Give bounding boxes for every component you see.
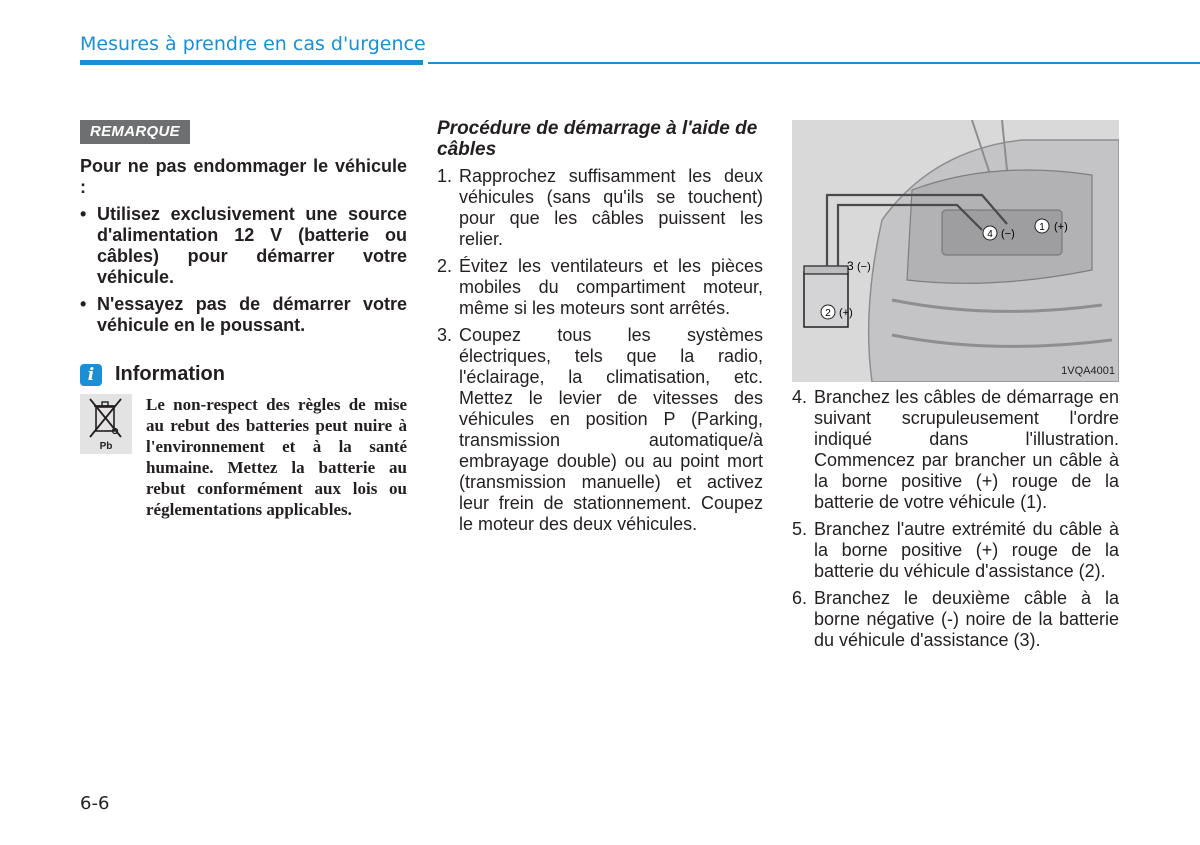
info-icon: i — [80, 364, 102, 386]
right-column — [792, 387, 1119, 657]
engine-bay-drawing — [792, 120, 1119, 382]
callout-3: 3 — [847, 259, 854, 273]
remarque-bullet: • Utilisez exclusivement une source d'alimentation 12 V (batterie ou câbles) pour démarrer votre véhicule. — [80, 204, 407, 287]
information-text: Le non-respect des règles de mise au rebut des batteries peut nuire à l'environnement et à la santé humaine. Mettez la batterie au rebut conformément aux lois ou réglementations applicables. — [146, 395, 407, 519]
procedure-steps-continued — [792, 387, 1119, 651]
callout-1-sign: (+) — [1054, 221, 1068, 233]
crossed-bin-icon — [80, 394, 132, 454]
remarque-badge: REMARQUE — [80, 120, 190, 144]
callout-4-sign: (−) — [1001, 228, 1015, 240]
callout-3-sign: (−) — [857, 261, 871, 273]
remarque-bullet-list — [80, 204, 407, 336]
page-number: 6-6 — [80, 793, 110, 814]
left-column — [80, 120, 407, 520]
middle-column — [437, 118, 763, 541]
procedure-step: 4. Branchez les câbles de démarrage en suivant scrupuleusement l'ordre indiqué dans l'illustration. Commencez par brancher un câble à la borne positive (+) rouge de la batterie de votre véhicule (1). — [792, 387, 1119, 512]
information-body — [80, 394, 407, 520]
information-header — [80, 363, 407, 386]
callout-4: 4 — [987, 229, 993, 240]
jump-start-illustration — [792, 120, 1119, 382]
figure-code: 1VQA4001 — [1061, 365, 1115, 377]
procedure-step: 6. Branchez le deuxième câble à la borne négative (-) noire de la batterie du véhicule d'assistance (3). — [792, 588, 1119, 650]
procedure-title: Procédure de démarrage à l'aide de câbles — [437, 118, 758, 160]
pb-label: Pb — [99, 441, 113, 452]
procedure-step: 3. Coupez tous les systèmes électriques, tels que la radio, l'éclairage, la climatisation, etc. Mettez le levier de vitesses des véhicules en position P (Parking, transmission automatique/à embrayage double) ou au point mort (transmission manuelle) et activez leur frein de stationnement. Coupez le moteur des deux véhicules. — [437, 325, 763, 534]
header-rule-thick — [80, 60, 423, 65]
procedure-steps — [437, 166, 763, 535]
bullet-dot-icon: • — [80, 294, 87, 314]
procedure-step: 1. Rapprochez suffisamment les deux véhicules (sans qu'ils se touchent) pour que les câbles puissent les relier. — [437, 166, 763, 249]
remarque-bullet: • N'essayez pas de démarrer votre véhicule en le poussant. — [80, 294, 407, 335]
callout-2: 2 — [825, 308, 831, 319]
callout-2-sign: (+) — [839, 307, 853, 319]
remarque-intro: Pour ne pas endommager le véhicule : — [80, 156, 407, 197]
bullet-dot-icon: • — [80, 204, 87, 224]
procedure-step: 2. Évitez les ventilateurs et les pièces mobiles du compartiment moteur, même si les moteurs sont arrêtés. — [437, 256, 763, 318]
section-title: Mesures à prendre en cas d'urgence — [80, 33, 426, 55]
header-rule-thin — [428, 62, 1200, 64]
callout-1: 1 — [1039, 222, 1045, 233]
procedure-step: 5. Branchez l'autre extrémité du câble à la borne positive (+) rouge de la batterie du véhicule d'assistance (2). — [792, 519, 1119, 581]
information-title: Information — [115, 363, 225, 385]
